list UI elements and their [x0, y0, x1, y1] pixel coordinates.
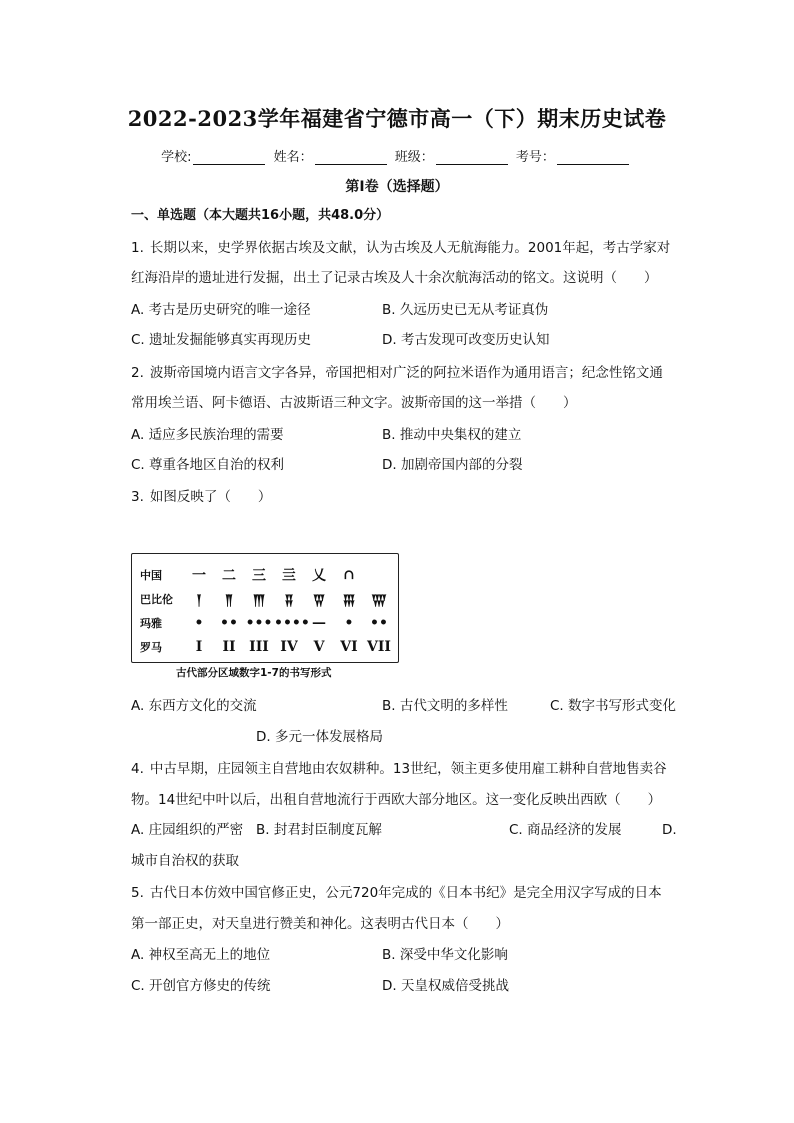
question-2-line-1: 2. 波斯帝国境内语言文字各异，帝国把相对广泛的阿拉米语作为通用语言；纪念性铭文通	[131, 365, 663, 381]
question-4-line-2: 物。14世纪中叶以后，出租自营地流行于西欧大部分地区。这一变化反映出西欧（ ）	[131, 792, 662, 808]
question-1-option-c[interactable]: C. 遗址发掘能够真实再现历史	[131, 332, 312, 348]
question-2-option-d[interactable]: D. 加剧帝国内部的分裂	[382, 457, 523, 473]
question-2-option-c[interactable]: C. 尊重各地区自治的权利	[131, 457, 285, 473]
numeral-glyph: ••	[370, 615, 388, 631]
class-blank[interactable]	[436, 150, 508, 165]
exam-no-blank[interactable]	[557, 150, 629, 165]
name-label: 姓名：	[273, 150, 313, 165]
question-5-line-2: 第一部正史，对天皇进行赞美和神化。这表明古代日本（ ）	[131, 916, 509, 932]
figure-row-babylon: 巴比伦 𒁹 𒈫 𒐈 𒐉 𒐊 𒐋 𒐌	[140, 588, 394, 610]
question-4-option-c[interactable]: C. 商品经济的发展	[509, 822, 622, 838]
numerals-figure	[131, 553, 399, 663]
exam-title: 2022-2023学年福建省宁德市高一（下）期末历史试卷	[127, 106, 667, 131]
numeral-glyph: III	[249, 639, 269, 655]
question-2-line-2: 常用埃兰语、阿卡德语、古波斯语三种文字。波斯帝国的这一举措（ ）	[131, 395, 577, 411]
question-2-option-a[interactable]: A. 适应多民族治理的需要	[131, 427, 284, 443]
numeral-glyph: I	[195, 639, 203, 655]
question-1-line-2: 红海沿岸的遗址进行发掘，出土了记录古埃及人十余次航海活动的铭文。这说明（ ）	[131, 270, 658, 286]
section-title: 第Ⅰ卷（选择题）	[345, 179, 449, 195]
question-number: 1.	[131, 240, 144, 256]
figure-row-maya: 玛雅 • •• ••• •••• — • ••	[140, 612, 394, 634]
numeral-glyph: 二	[222, 568, 236, 584]
question-5-option-d[interactable]: D. 天皇权威倍受挑战	[382, 978, 509, 994]
numeral-glyph: 𒈫	[224, 593, 234, 609]
question-3-option-c[interactable]: C. 数字书写形式变化	[550, 698, 677, 714]
question-4-option-d-label[interactable]: D.	[662, 822, 677, 838]
numeral-glyph: 𒐋	[342, 593, 356, 609]
question-number: 2.	[131, 365, 144, 381]
school-blank[interactable]	[193, 150, 265, 165]
figure-caption: 古代部分区域数字1-7的书写形式	[176, 667, 332, 679]
numeral-glyph: VII	[367, 639, 391, 655]
question-number: 3.	[131, 489, 144, 505]
question-1-line-1: 1. 长期以来，史学界依据古埃及文献，认为古埃及人无航海能力。2001年起，考古学家对	[131, 240, 671, 256]
exam-no-label: 考号：	[515, 150, 555, 165]
student-info-line	[0, 146, 794, 165]
question-1-option-a[interactable]: A. 考古是历史研究的唯一途径	[131, 302, 311, 318]
question-3-option-a[interactable]: A. 东西方文化的交流	[131, 698, 257, 714]
numeral-glyph: ••••	[274, 615, 310, 631]
numeral-glyph: —	[312, 615, 326, 631]
numeral-glyph: II	[222, 639, 236, 655]
question-3-option-b[interactable]: B. 古代文明的多样性	[382, 698, 508, 714]
numeral-glyph: 一	[192, 568, 206, 584]
question-5-option-b[interactable]: B. 深受中华文化影响	[382, 947, 508, 963]
question-4-option-a[interactable]: A. 庄园组织的严密	[131, 822, 244, 838]
question-1-option-b[interactable]: B. 久远历史已无从考证真伪	[382, 302, 549, 318]
numeral-glyph: 三	[252, 568, 266, 584]
numeral-glyph: •••	[245, 615, 273, 631]
numeral-glyph: ••	[220, 615, 238, 631]
question-3-option-d[interactable]: D. 多元一体发展格局	[256, 729, 383, 745]
numeral-glyph: 乂	[312, 568, 326, 584]
question-5-option-a[interactable]: A. 神权至高无上的地位	[131, 947, 271, 963]
question-5-line-1: 5. 古代日本仿效中国官修正史，公元720年完成的《日本书纪》是完全用汉字写成的日本	[131, 885, 662, 901]
numeral-glyph: 𒐊	[312, 593, 326, 609]
question-number: 5.	[131, 885, 144, 901]
question-4-line-1: 4. 中古早期，庄园领主自营地由农奴耕种。13世纪，领主更多使用雇工耕种自营地售卖谷	[131, 761, 667, 777]
school-label: 学校:	[161, 150, 192, 165]
numeral-glyph: 𒐌	[370, 593, 388, 609]
numeral-glyph: 𒐉	[284, 593, 294, 609]
name-blank[interactable]	[315, 150, 387, 165]
question-2-option-b[interactable]: B. 推动中央集权的建立	[382, 427, 522, 443]
question-3-line-1: 3. 如图反映了（ ）	[131, 489, 272, 505]
question-number: 4.	[131, 761, 144, 777]
class-label: 班级：	[394, 150, 434, 165]
numeral-glyph: •	[344, 615, 354, 631]
numeral-glyph: 𒐈	[252, 593, 266, 609]
numeral-glyph: V	[313, 639, 325, 655]
numeral-glyph: IV	[280, 639, 298, 655]
figure-row-china: 中国 一 二 三 亖 乂 ∩	[140, 564, 364, 586]
numeral-glyph: VI	[340, 639, 358, 655]
numeral-glyph: 亖	[282, 568, 296, 584]
question-5-option-c[interactable]: C. 开创官方修史的传统	[131, 978, 271, 994]
numeral-glyph: •	[194, 615, 204, 631]
numeral-glyph: ∩	[343, 567, 355, 583]
question-4-option-b[interactable]: B. 封君封臣制度瓦解	[256, 822, 382, 838]
numeral-glyph: 𒁹	[196, 593, 202, 609]
question-1-option-d[interactable]: D. 考古发现可改变历史认知	[382, 332, 550, 348]
part-heading: 一、单选题（本大题共16小题，共48.0分）	[131, 208, 390, 223]
figure-row-rome: 罗马 I II III IV V VI VII	[140, 636, 394, 658]
question-4-option-d-text[interactable]: 城市自治权的获取	[131, 853, 239, 869]
